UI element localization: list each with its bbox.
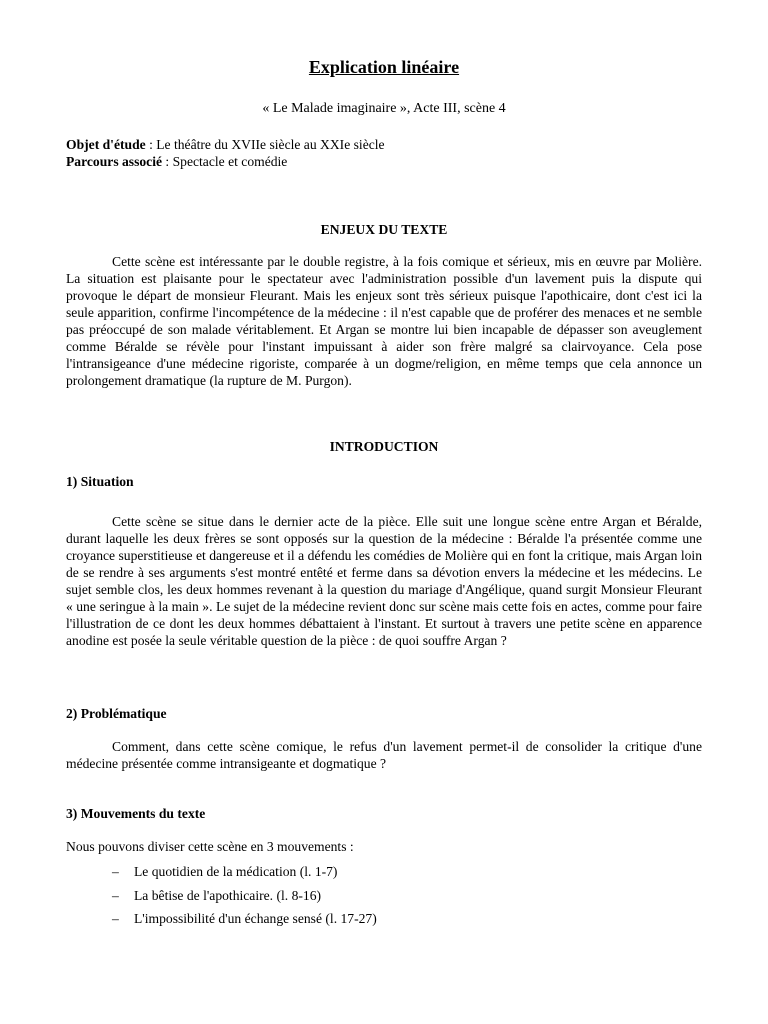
page-title: Explication linéaire	[308, 57, 460, 77]
objet-value: : Le théâtre du XVIIe siècle au XXIe siècle	[145, 137, 385, 152]
objet-label: Objet d'étude	[66, 137, 146, 152]
list-item-text: Le quotidien de la médication (l. 1-7)	[134, 864, 338, 879]
list-dash: –	[112, 864, 119, 879]
list-item-text: L'impossibilité d'un échange sensé (l. 17-27)	[134, 911, 377, 926]
list-item-text: La bêtise de l'apothicaire. (l. 8-16)	[134, 887, 322, 903]
list-item	[112, 910, 377, 934]
mouvements-intro: Nous pouvons diviser cette scène en 3 mouvements :	[66, 839, 354, 854]
problematique-paragraph: Comment, dans cette scène comique, le refus d'un lavement permet-il de consolider la critique d'une médecine présentée comme intransigeante et dogmatique ?	[66, 739, 702, 771]
list-dash: –	[112, 887, 119, 903]
page-subtitle: « Le Malade imaginaire », Acte III, scène 4	[262, 101, 506, 116]
situation-heading: 1) Situation	[66, 474, 134, 489]
mouvements-heading: 3) Mouvements du texte	[66, 806, 206, 821]
introduction-heading: INTRODUCTION	[329, 439, 439, 454]
parcours-line	[66, 153, 385, 170]
situation-paragraph: Cette scène se situe dans le dernier acte de la pièce. Elle suit une longue scène entre Argan et Béralde, durant laquelle les deux frères se sont opposés sur la question de la médecine : Béralde l'a présentée comme une croyance superstitieuse et dangereuse et il a défendu les comédies de Molière qui en font la critique, mais Argan loin de se rendre à ses arguments s'est montré entêté et ferme dans sa dévotion envers la médecine et les médecins. Le sujet semble clos, les deux hommes revenant à la question du mariage d'Angélique, quand surgit Monsieur Fleurant « une seringue à la main ». Le sujet de la médecine revient donc sur scène mais cette fois en actes, comme pour faire l'illustration de ce dont les deux hommes débattaient à l'instant. Et surtout à travers une petite scène en apparence anodine est posée la seule véritable question de la pièce : de quoi souffre Argan ?	[66, 514, 702, 648]
problematique-heading: 2) Problématique	[66, 706, 167, 721]
study-meta	[66, 136, 385, 170]
list-dash: –	[112, 911, 119, 926]
parcours-label: Parcours associé	[66, 154, 163, 169]
objet-line	[66, 136, 385, 153]
enjeux-heading: ENJEUX DU TEXTE	[320, 222, 448, 237]
list-item	[112, 863, 377, 887]
parcours-value: : Spectacle et comédie	[162, 154, 288, 169]
enjeux-paragraph: Cette scène est intéressante par le double registre, à la fois comique et sérieux, mis en œuvre par Molière. La situation est plaisante pour le spectateur avec l'administration possible d'un lavement puis la dispute qui provoque le départ de monsieur Fleurant. Mais les enjeux sont très sérieux puisque l'apothicaire, dont c'est ici la seule apparition, confirme l'incompétence de la médecine : il n'est capable que de proférer des menaces et ne semble pas préoccupé de son malade véritablement. Et Argan se montre lui bien incapable de dépasser son aveuglement comme Béralde se révèle pour l'instant impuissant à aider son frère malgré sa clairvoyance. Cela pose l'intransigeance d'une médecine rigoriste, comparée à un dogme/religion, en même temps que cela annonce un prolongement dramatique (la rupture de M. Purgon).	[66, 254, 702, 388]
mouvements-list	[112, 863, 377, 934]
list-item	[112, 887, 377, 911]
